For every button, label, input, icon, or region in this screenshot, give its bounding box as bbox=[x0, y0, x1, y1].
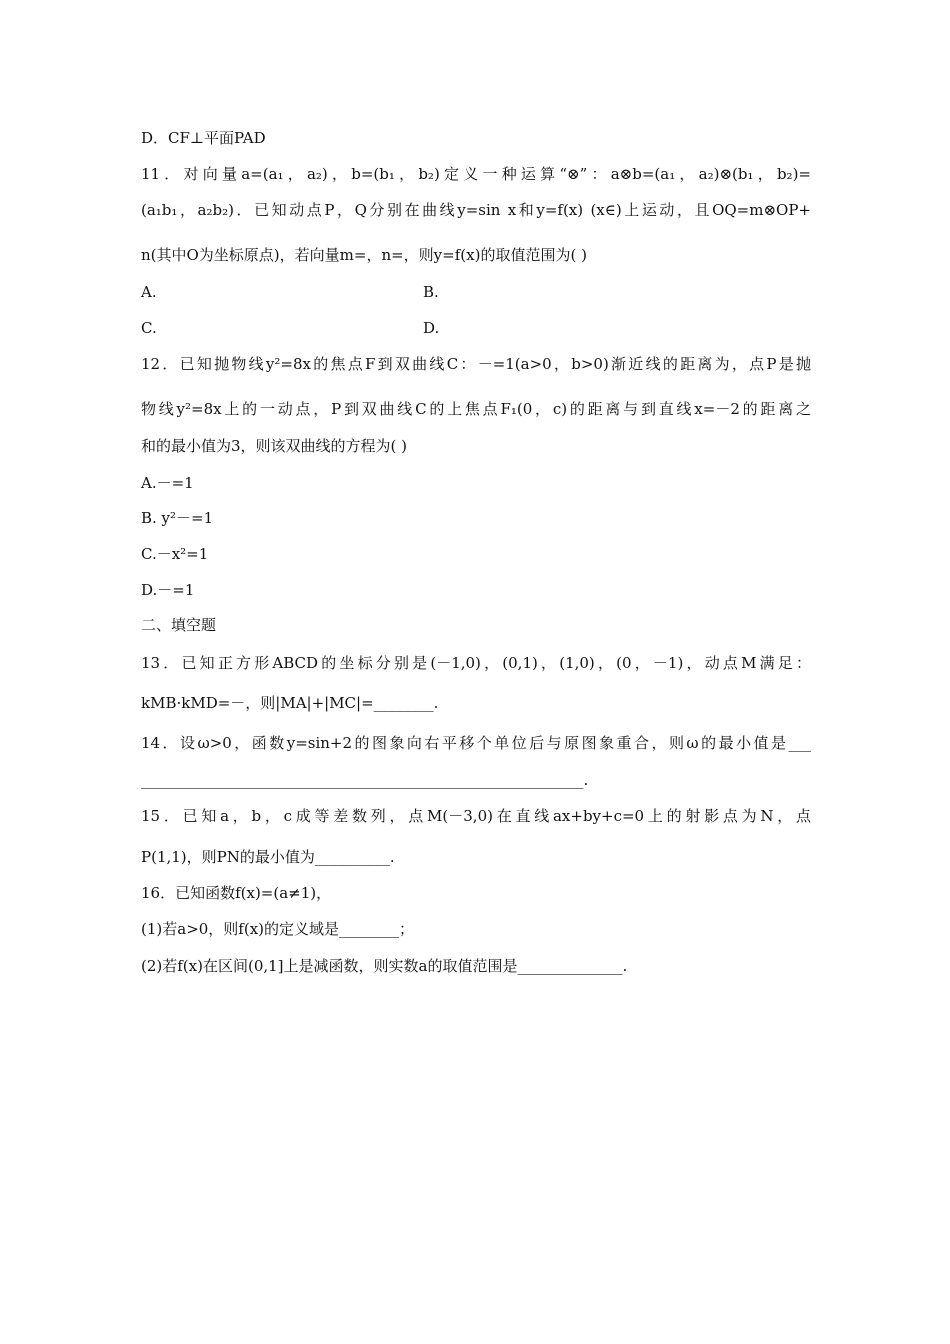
q15-stem-line-1: 15．已知a，b，c成等差数列，点M(－3,0)在直线ax+by+c=0上的射影点为N，点 bbox=[141, 807, 811, 825]
q16-part-2: (2)若f(x)在区间(0,1]上是减函数，则实数a的取值范围是______________. bbox=[141, 957, 628, 975]
q12-option-b: B. y²－=1 bbox=[141, 509, 214, 527]
q12-stem-line-3: 和的最小值为3，则该双曲线的方程为( ) bbox=[141, 437, 408, 455]
q11-option-b: B. bbox=[423, 283, 439, 301]
q11-stem-line-2: (a₁b₁，a₂b₂)．已知动点P，Q分别在曲线y=sin x和y=f(x) (x∈)上运动，且OQ=m⊗OP+ bbox=[141, 201, 811, 219]
section-heading-fill-in: 二、填空题 bbox=[141, 616, 217, 634]
q11-option-c: C. bbox=[141, 319, 157, 337]
q12-stem-line-2: 物线y²=8x上的一动点，P到双曲线C的上焦点F₁(0，c)的距离与到直线x=－2的距离之 bbox=[141, 400, 811, 418]
q11-stem-line-3: n(其中O为坐标原点)，若向量m=，n=，则y=f(x)的取值范围为( ) bbox=[141, 246, 587, 264]
q12-option-d: D.－=1 bbox=[141, 581, 195, 599]
q13-stem-line-2: kMB·kMD=－，则|MA|+|MC|=________. bbox=[141, 694, 439, 712]
q11-option-d: D. bbox=[423, 319, 440, 337]
q13-stem-line-1: 13．已知正方形ABCD的坐标分别是(－1,0)，(0,1)，(1,0)，(0，－1)，动点M满足： bbox=[141, 654, 811, 672]
q15-stem-line-2: P(1,1)，则PN的最小值为__________. bbox=[141, 848, 395, 866]
q11-stem-line-1: 11．对向量a=(a₁，a₂)，b=(b₁，b₂)定义一种运算“⊗”：a⊗b=(a₁，a₂)⊗(b₁，b₂)= bbox=[141, 165, 811, 183]
q14-blank-line: ___________________________________________________________. bbox=[141, 771, 589, 789]
q12-option-c: C.－x²=1 bbox=[141, 545, 209, 563]
q12-stem-line-1: 12．已知抛物线y²=8x的焦点F到双曲线C：－=1(a>0，b>0)渐近线的距离为，点P是抛 bbox=[141, 355, 811, 373]
q12-option-a: A.－=1 bbox=[141, 474, 194, 492]
q10-option-d: D．CF⊥平面PAD bbox=[141, 129, 266, 147]
q16-stem: 16．已知函数f(x)=(a≠1)， bbox=[141, 884, 332, 902]
q14-stem-line-1: 14．设ω>0，函数y=sin+2的图象向右平移个单位后与原图象重合，则ω的最小值是___ bbox=[141, 734, 811, 752]
q11-option-a: A. bbox=[141, 283, 157, 301]
q16-part-1: (1)若a>0，则f(x)的定义域是________； bbox=[141, 920, 415, 938]
